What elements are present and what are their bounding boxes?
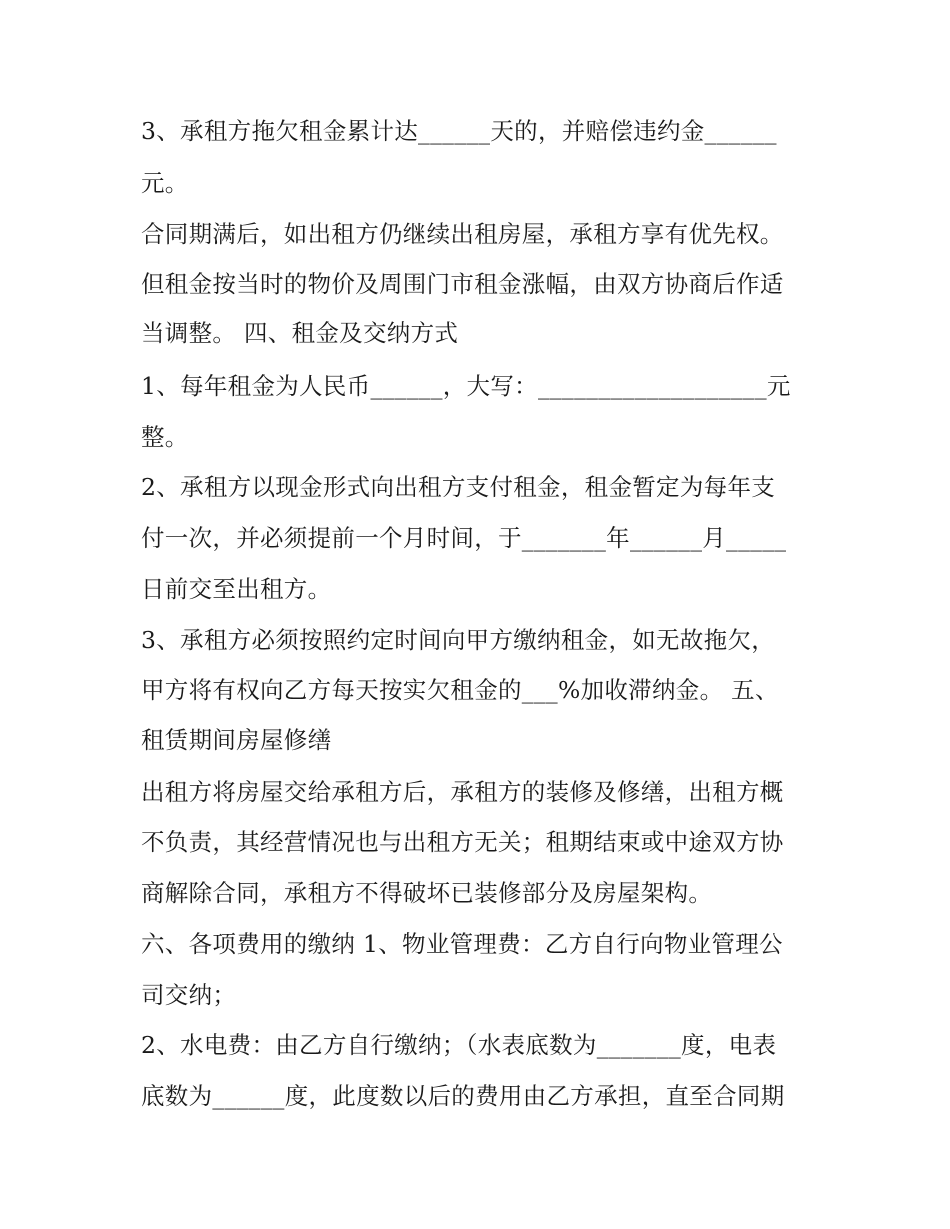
text-line: 2、承租方以现金形式向出租方支付租金，租金暂定为每年支: [141, 473, 776, 501]
text-line: 整。: [141, 423, 189, 451]
text-line: 合同期满后，如出租方仍继续出租房屋，承租方享有优先权。: [141, 220, 784, 248]
text-line: 3、承租方拖欠租金累计达______天的，并赔偿违约金______: [141, 117, 777, 145]
text-line: 3、承租方必须按照约定时间向甲方缴纳租金，如无故拖欠，: [141, 626, 776, 654]
text-line: 司交纳；: [141, 981, 237, 1009]
text-line: 但租金按当时的物价及周围门市租金涨幅，由双方协商后作适: [141, 270, 784, 298]
text-line: 六、各项费用的缴纳 1、物业管理费：乙方自行向物业管理公: [141, 930, 783, 958]
text-line: 元。: [141, 169, 189, 197]
text-line: 甲方将有权向乙方每天按实欠租金的___%加收滞纳金。 五、: [141, 676, 779, 704]
text-line: 日前交至出租方。: [141, 575, 332, 603]
text-line: 商解除合同，承租方不得破坏已装修部分及房屋架构。: [141, 879, 713, 907]
text-line: 不负责，其经营情况也与出租方无关；租期结束或中途双方协: [141, 828, 784, 856]
text-line: 2、水电费：由乙方自行缴纳；（水表底数为_______度，电表: [141, 1031, 777, 1059]
text-line: 1、每年租金为人民币______，大写：___________________元: [141, 372, 791, 400]
text-line: 当调整。 四、租金及交纳方式: [141, 319, 459, 347]
text-line: 付一次，并必须提前一个月时间，于_______年______月_____: [141, 524, 787, 552]
text-line: 租赁期间房屋修缮: [141, 726, 332, 754]
text-line: 出租方将房屋交给承租方后，承租方的装修及修缮，出租方概: [141, 778, 784, 806]
text-line: 底数为______度，此度数以后的费用由乙方承担，直至合同期: [141, 1082, 785, 1110]
